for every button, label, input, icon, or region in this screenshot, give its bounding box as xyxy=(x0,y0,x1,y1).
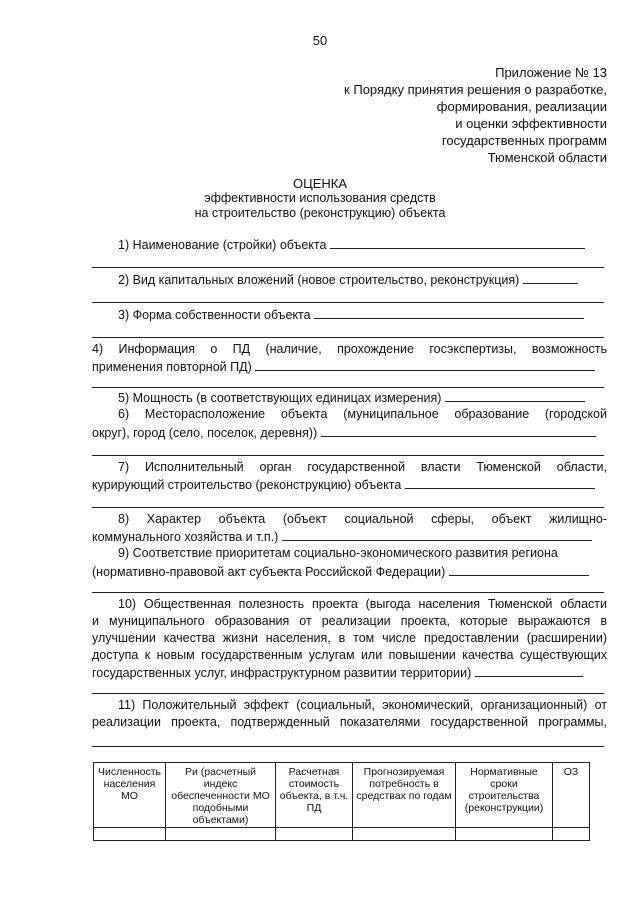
item-2-field[interactable] xyxy=(523,271,578,284)
item-4-field-line[interactable] xyxy=(92,387,604,388)
appendix-heading xyxy=(344,64,607,166)
item-10-label-cont: доступа к новым государственным услугам или повышении качества существующих xyxy=(92,648,607,662)
item-7-label-cont: курирующий строительство (реконструкцию) объекта xyxy=(92,476,595,493)
appendix-line: Тюменской области xyxy=(487,150,607,165)
table-row xyxy=(94,828,590,841)
item-3-label: 3) Форма собственности объекта xyxy=(118,306,584,323)
table-header-cell: Нормативные сроки строительства (реконструкции) xyxy=(456,763,553,828)
appendix-line: к Порядку принятия решения о разработке, xyxy=(344,82,607,97)
page-number: 50 xyxy=(312,33,328,48)
item-7-field-line[interactable] xyxy=(92,507,604,508)
title-subtitle: на строительство (реконструкцию) объекта xyxy=(194,206,446,220)
item-6-field[interactable] xyxy=(321,424,596,437)
item-4-label: 4) Информация о ПД (наличие, прохождение госэкспертизы, возможность xyxy=(92,342,607,356)
item-11-label-cont: реализации проекта, подтвержденный показателями государственной программы, xyxy=(92,715,607,729)
table-cell[interactable] xyxy=(553,828,590,841)
table-cell[interactable] xyxy=(94,828,166,841)
item-6-label-cont: округ), город (село, поселок, деревня)) xyxy=(92,424,596,441)
item-3-field[interactable] xyxy=(314,306,584,319)
item-3-field-line[interactable] xyxy=(92,337,604,338)
item-1-field[interactable] xyxy=(330,236,585,249)
item-9-label: 9) Соответствие приоритетам социально-экономического развития региона xyxy=(118,546,558,560)
item-4-field[interactable] xyxy=(255,358,595,371)
document-title xyxy=(0,176,640,221)
item-6-field-line[interactable] xyxy=(92,455,604,456)
appendix-line: формирования, реализации xyxy=(436,99,607,114)
table-header-cell: Прогнозируемая потребность в средствах по годам xyxy=(353,763,456,828)
table-header-cell: Ри (расчетный индекс обеспеченности МО подобными объектами) xyxy=(166,763,276,828)
item-9-field-line[interactable] xyxy=(92,592,604,593)
item-7-field[interactable] xyxy=(405,476,595,489)
item-1-field-line[interactable] xyxy=(92,267,604,268)
item-7-label: 7) Исполнительный орган государственной власти Тюменской области, xyxy=(118,460,607,474)
table-cell[interactable] xyxy=(276,828,353,841)
table-header-row xyxy=(94,763,590,828)
item-10-label-cont: и муниципального образования от реализации проекта, которые выражаются в xyxy=(92,614,607,628)
appendix-line: и оценки эффективности xyxy=(455,116,607,131)
title-subtitle: эффективности использования средств xyxy=(204,191,436,205)
title-main: ОЦЕНКА xyxy=(292,176,348,191)
item-10-label-cont: государственных услуг, инфраструктурном развитии территории) xyxy=(92,664,583,681)
item-10-field-line[interactable] xyxy=(92,693,604,694)
table-cell[interactable] xyxy=(456,828,553,841)
table-cell[interactable] xyxy=(353,828,456,841)
table-header-cell: Расчетная стоимость объекта, в т.ч. ПД xyxy=(276,763,353,828)
item-11-label: 11) Положительный эффект (социальный, экономический, организационный) от xyxy=(118,698,607,712)
item-5-label: 5) Мощность (в соответствующих единицах измерения) xyxy=(118,389,585,406)
item-9-field[interactable] xyxy=(449,563,589,576)
item-10-label-cont: улучшении качества жизни населения, в том числе предоставлении (расширении) xyxy=(92,631,607,645)
table-header-cell: ОЗ xyxy=(553,763,590,828)
item-1-label: 1) Наименование (стройки) объекта xyxy=(118,236,585,253)
item-5-field[interactable] xyxy=(445,389,585,402)
evaluation-table xyxy=(93,762,590,841)
table-cell[interactable] xyxy=(166,828,276,841)
item-10-field[interactable] xyxy=(475,664,583,677)
appendix-line: Приложение № 13 xyxy=(495,65,607,80)
item-2-label: 2) Вид капитальных вложений (новое строительство, реконструкция) xyxy=(118,271,578,288)
item-8-label-cont: коммунального хозяйства и т.п.) xyxy=(92,528,592,545)
item-11-field-line[interactable] xyxy=(92,746,604,747)
item-9-label-cont: (нормативно-правовой акт субъекта Российской Федерации) xyxy=(92,563,589,580)
item-4-label-cont: применения повторной ПД) xyxy=(92,358,595,375)
appendix-line: государственных программ xyxy=(441,133,607,148)
item-8-label: 8) Характер объекта (объект социальной сферы, объект жилищно- xyxy=(118,512,607,526)
item-6-label: 6) Месторасположение объекта (муниципальное образование (городской xyxy=(118,407,607,421)
item-10-label: 10) Общественная полезность проекта (выгода населения Тюменской области xyxy=(118,597,607,611)
item-8-field[interactable] xyxy=(282,528,592,541)
table-header-cell: Численность населения МО xyxy=(94,763,166,828)
item-2-field-line[interactable] xyxy=(92,302,604,303)
